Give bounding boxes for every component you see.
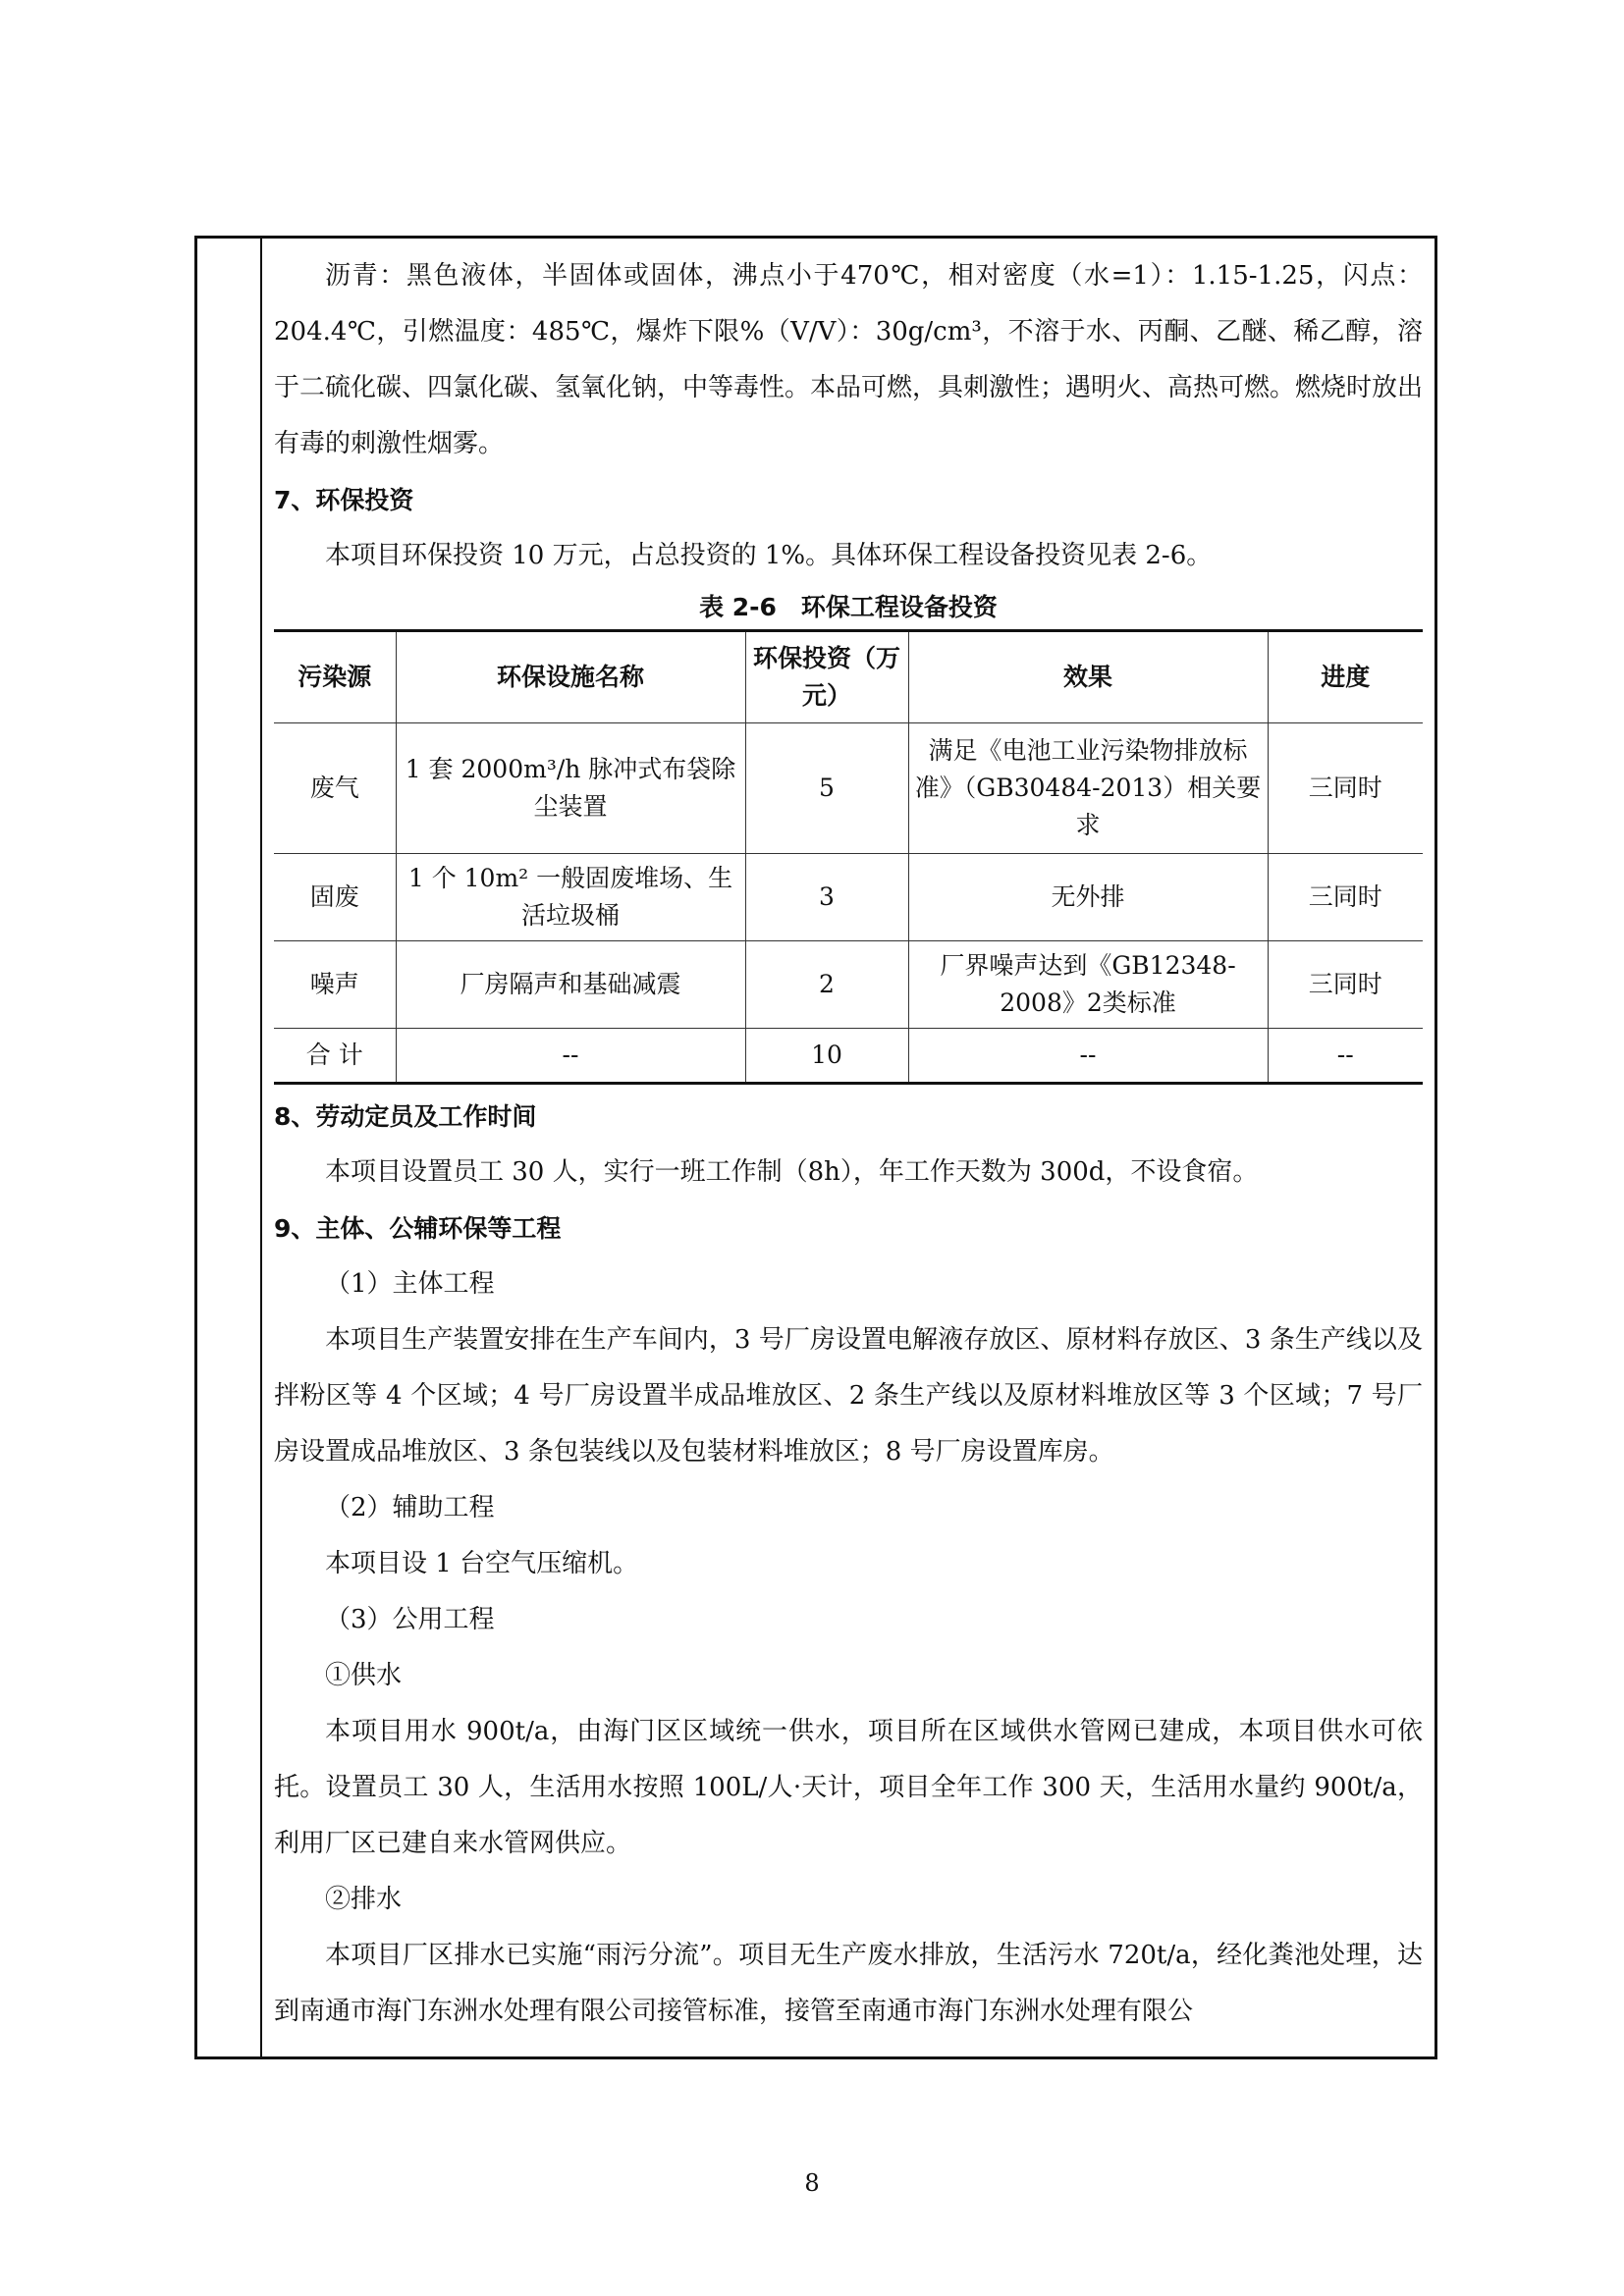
cell-effect: 无外排 — [908, 854, 1268, 941]
cell-total-progress: -- — [1268, 1029, 1423, 1084]
table-total-row — [274, 1029, 1423, 1084]
water-supply-text: 本项目用水 900t/a，由海门区区域统一供水，项目所在区域供水管网已建成，本项目供水可依托。设置员工 30 人，生活用水按照 100L/人·天计，项目全年工作 300 天，生活用水量约 900t/a，利用厂区已建自来水管网供应。 — [274, 1717, 1423, 1858]
header-facility: 环保设施名称 — [396, 631, 745, 723]
public-project-label: （3）公用工程 — [325, 1605, 495, 1634]
cell-total-effect: -- — [908, 1029, 1268, 1084]
table-title: 表 2-6 环保工程设备投资 — [699, 593, 998, 621]
table-row — [274, 723, 1423, 854]
main-project-label: （1）主体工程 — [325, 1269, 495, 1299]
cell-progress: 三同时 — [1268, 854, 1423, 941]
aux-project-text: 本项目设 1 台空气压缩机。 — [325, 1549, 639, 1578]
cell-investment: 5 — [745, 723, 908, 854]
header-progress: 进度 — [1268, 631, 1423, 723]
header-source: 污染源 — [274, 631, 396, 723]
content-area — [274, 248, 1423, 2040]
drainage-label: ②排水 — [325, 1885, 403, 1914]
header-effect: 效果 — [908, 631, 1268, 723]
section-8-heading: 8、劳动定员及工作时间 — [274, 1102, 537, 1131]
cell-facility: 1 套 2000m³/h 脉冲式布袋除尘装置 — [396, 723, 745, 854]
cell-total-investment: 10 — [745, 1029, 908, 1084]
drainage-text: 本项目厂区排水已实施“雨污分流”。项目无生产废水排放，生活污水 720t/a，经化粪池处理，达到南通市海门东洲水处理有限公司接管标准，接管至南通市海门东洲水处理有限公 — [274, 1941, 1423, 2026]
cell-total-label: 合 计 — [274, 1029, 396, 1084]
investment-table — [274, 629, 1423, 1085]
header-investment: 环保投资（万元） — [745, 631, 908, 723]
cell-facility: 厂房隔声和基础减震 — [396, 941, 745, 1029]
left-label-column — [197, 239, 262, 2056]
table-row — [274, 941, 1423, 1029]
section-7-text: 本项目环保投资 10 万元，占总投资的 1%。具体环保工程设备投资见表 2-6。 — [325, 541, 1213, 570]
section-8-text: 本项目设置员工 30 人，实行一班工作制（8h），年工作天数为 300d，不设食宿。 — [325, 1157, 1259, 1187]
section-9-heading: 9、主体、公辅环保等工程 — [274, 1214, 562, 1243]
cell-progress: 三同时 — [1268, 941, 1423, 1029]
asphalt-paragraph: 沥青：黑色液体，半固体或固体，沸点小于470℃，相对密度（水=1）：1.15-1.25，闪点：204.4℃，引燃温度：485℃，爆炸下限%（V/V）：30g/cm³，不溶于水、丙酮、乙醚、稀乙醇，溶于二硫化碳、四氯化碳、氢氧化钠，中等毒性。本品可燃，具刺激性；遇明火、高热可燃。燃烧时放出有毒的刺激性烟雾。 — [274, 261, 1424, 458]
cell-facility: 1 个 10m² 一般固废堆场、生活垃圾桶 — [396, 854, 745, 941]
cell-investment: 2 — [745, 941, 908, 1029]
cell-total-facility: -- — [396, 1029, 745, 1084]
table-header-row — [274, 631, 1423, 723]
section-7-heading: 7、环保投资 — [274, 486, 414, 514]
cell-progress: 三同时 — [1268, 723, 1423, 854]
cell-source: 废气 — [274, 723, 396, 854]
water-supply-label: ①供水 — [325, 1661, 403, 1690]
page-number: 8 — [804, 2169, 820, 2197]
page-frame — [194, 236, 1437, 2059]
cell-investment: 3 — [745, 854, 908, 941]
cell-effect: 满足《电池工业污染物排放标准》（GB30484-2013）相关要求 — [908, 723, 1268, 854]
cell-effect: 厂界噪声达到《GB12348-2008》2类标准 — [908, 941, 1268, 1029]
main-project-text: 本项目生产装置安排在生产车间内，3 号厂房设置电解液存放区、原材料存放区、3 条生产线以及拌粉区等 4 个区域；4 号厂房设置半成品堆放区、2 条生产线以及原材料堆放区等 3 个区域；7 号厂房设置成品堆放区、3 条包装线以及包装材料堆放区；8 号厂房设置库房。 — [274, 1325, 1423, 1467]
cell-source: 固废 — [274, 854, 396, 941]
table-row — [274, 854, 1423, 941]
cell-source: 噪声 — [274, 941, 396, 1029]
aux-project-label: （2）辅助工程 — [325, 1493, 495, 1522]
